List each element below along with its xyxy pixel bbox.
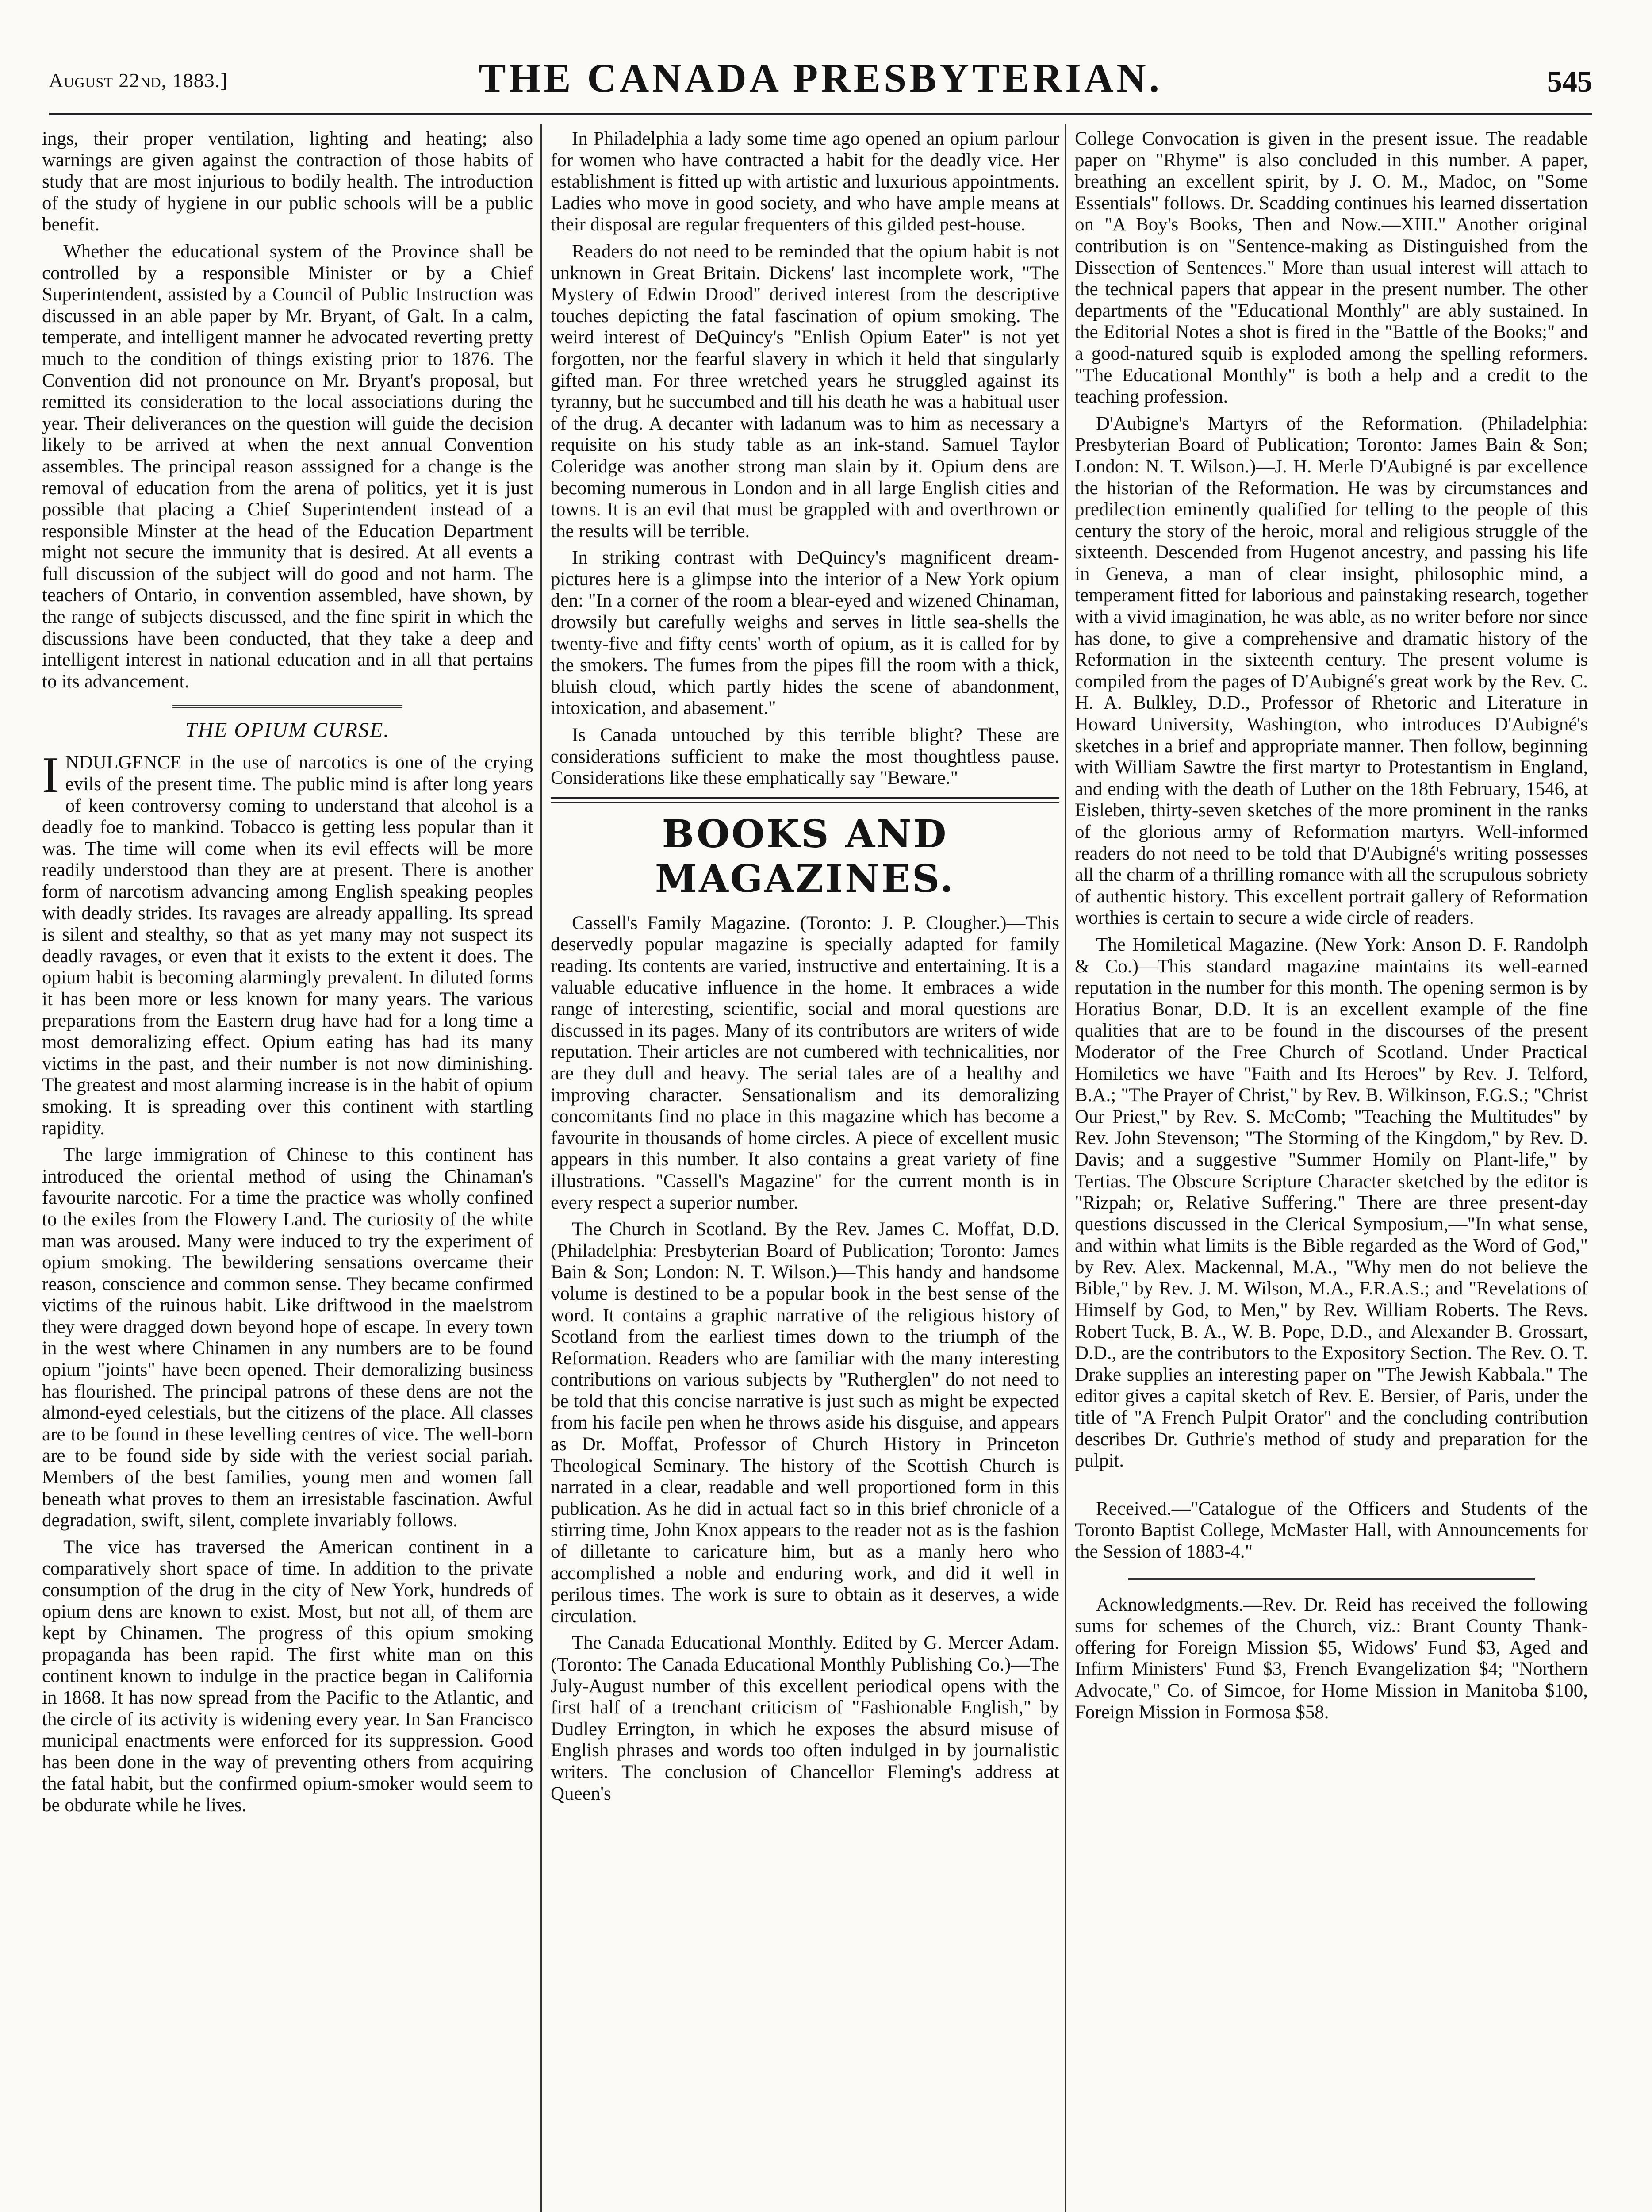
convention-paragraph-2: Whether the educational system of the Province shall be controlled by a responsible Minister or by a Chief Superintendent, assisted by a Council of Public Instruction was discussed in an able paper by Mr. Bryant, of Galt. In a calm, temperate, and intelligent manner he advocated reverting pretty much to the condition of things existing prior to 1876. The Convention did not pronounce on Mr. Bryant's proposal, but remitted its consideration to the local associations during the year. Their deliverances on the question will guide the decision likely to be arrived at when the next annual Convention assembles. The principal reason asssigned for a change is the removal of education from the arena of politics, yet it is just possible that placing a Chief Superintendent instead of a responsible Minster at the head of the Education Department might not secure the immunity that is desired. At all events a full discussion of the subject will do good and not harm. The teachers of Ontario, in convention assembled, have shown, by the range of subjects discussed, and the fine spirit in which the discussions have been conducted, that they take a deep and intelligent interest in national education and in all that pertains to its advancement.	[42, 241, 533, 692]
acknowledgments-notice: Acknowledgments.—Rev. Dr. Reid has received the following sums for schemes of the Church, viz.: Brant County Thank-offering for Foreign Mission $5, Widows' Fund $3, Aged and Infirm Ministers' Fund $3, French Evangelization $4; "Northern Advocate," Co. of Simcoe, for Home Mission in Manitoba $100, Foreign Mission in Formosa $58.	[1075, 1594, 1588, 1723]
review-church-in-scotland: The Church in Scotland. By the Rev. James C. Moffat, D.D. (Philadelphia: Presbyterian Board of Publication; Toronto: James Bain & Son; London: N. T. Wilson.)—This handy and handsome volume is destined to be a popular book in the best sense of the word. It contains a graphic narrative of the religious history of Scotland from the earliest times down to the triumph of the Reformation. Readers who are familiar with the many interesting contributions on various subjects by "Rutherglen" do not need to be told that this concise narrative is just such as might be expected from his facile pen when he throws aside his disguise, and appears as Dr. Moffat, Professor of Church History in Princeton Theological Seminary. The history of the Scottish Church is narrated in a clear, readable and well proportioned form in this publication. As he did in actual fact so in this brief chronicle of a stirring time, John Knox appears to the reader not as is the fashion of dilletante to caricature him, but as a manly hero who accomplished a noble and enduring work, and did it well in perilous times. The work is sure to obtain as it deserves, a wide circulation.	[551, 1219, 1059, 1627]
opium-paragraph-6: In striking contrast with DeQuincy's magnificent dream-pictures here is a glimpse into the interior of a New York opium den: "In a corner of the room a blear-eyed and wizened Chinaman, drowsily but carefully weighs and serves in little sea-shells the twenty-five and fifty cents' worth of opium, as it is called for by the smokers. The fumes from the pipes fill the room with a thick, bluish cloud, which partly hides the scene of abandonment, intoxication, and abasement."	[551, 547, 1059, 719]
books-and-magazines-heading: BOOKS AND MAGAZINES.	[655, 811, 955, 901]
column-divider-2	[1065, 124, 1066, 2212]
opium-paragraph-4: In Philadelphia a lady some time ago opened an opium parlour for women who have contracted a habit for the deadly vice. Her establishment is fitted up with artistic and luxurious appointments. Ladies who move in good society, and who have ample means at their disposal are regular frequenters of this gilded pest-house.	[551, 128, 1059, 235]
opium-paragraph-5: Readers do not need to be reminded that the opium habit is not unknown in Great Britain. Dickens' last incomplete work, "The Mystery of Edwin Drood" derived interest from the descriptive touches depicting the fatal fascination of opium smoking. The weird interest of DeQuincy's "Enlish Opium Eater" is not yet forgotten, nor the fearful slavery in which it held that singularly gifted man. For three wretched years he struggled against its tyranny, but he succumbed and till his death he was a habitual user of the drug. A decanter with ladanum was to him as necessary a requisite on his study table as an ink-stand. Samuel Taylor Coleridge was another strong man slain by it. Opium dens are becoming numerous in London and in all large English cities and towns. It is an evil that must be grappled with and overthrown or the results will be terrible.	[551, 241, 1059, 541]
notice-rule	[1128, 1578, 1535, 1580]
opium-article-title: THE OPIUM CURSE.	[185, 718, 390, 742]
section-rule	[172, 704, 402, 708]
opium-paragraph-7: Is Canada untouched by this terrible blight? These are considerations sufficient to make the most thoughtless pause. Considerations like these emphatically say "Beware."	[551, 725, 1059, 789]
opium-paragraph-1-text: NDULGENCE in the use of narcotics is one of the crying evils of the present time. The public mind is after long years of keen controversy coming to understand that alcohol is a deadly foe to mankind. Tobacco is getting less popular than it was. The time will come when its evil effects will be more readily understood than they are at present. There is another form of narcotism advancing among English speaking peoples with deadly strides. Its ravages are already appalling. Its spread is silent and stealthy, so that as yet many may not suspect its deadly ravages, or even that it exists to the extent it does. The opium habit is becoming alarmingly prevalent. In diluted forms it has been more or less known for many years. The various preparations from the Eastern drug have had for a long time a most demoralizing effect. Opium eating has had its many victims in the past, and their number is not now diminishing. The greatest and most alarming increase is in the habit of opium smoking. It is spreading over this continent with startling rapidity.	[42, 752, 533, 1139]
review-educational-monthly-cont: College Convocation is given in the present issue. The readable paper on "Rhyme" is also concluded in this number. A paper, breathing an excellent spirit, by J. O. M., Madoc, on "Some Essentials" follows. Dr. Scadding continues his learned dissertation on "A Boy's Books, Then and Now.—XIII." Another original contribution is on "Sentence-making as Distinguished from the Dissection of Sentences." More than usual interest will attach to the technical papers that appear in the present number. The other departments of the "Educational Monthly" are ably sustained. In the Editorial Notes a shot is fired in the "Battle of the Books;" and a good-natured squib is exploded among the spelling reformers. "The Educational Monthly" is both a help and a credit to the teaching profession.	[1075, 128, 1588, 407]
newspaper-title: THE CANADA PRESBYTERIAN.	[479, 55, 1162, 100]
review-homiletical: The Homiletical Magazine. (New York: Anson D. F. Randolph & Co.)—This standard magazine maintains its well-earned reputation in the number for this month. The opening sermon is by Horatius Bonar, D.D. It is an excellent example of the fine qualities that are to be found in the discourses of the present Moderator of the Free Church of Scotland. Under Practical Homiletics we have "Faith and Its Heroes" by Rev. J. Telford, B.A.; "The Prayer of Christ," by Rev. B. Wilkinson, F.G.S.; "Christ Our Priest," by Rev. S. McComb; "Teaching the Multitudes" by Rev. John Stevenson; "The Storming of the Kingdom," by Rev. D. Davis; and a suggestive "Summer Homily on Plant-life," by Tertias. The Obscure Scripture Character sketched by the editor is "Rizpah; or, Relative Suffering." There are three present-day questions discussed in the Clerical Symposium,—"In what sense, and within what limits is the Bible regarded as the Word of God," by Rev. Alex. Mackennal, M.A., "Why men do not believe the Bible," by Rev. J. M. Wilson, M.A., F.R.A.S.; and "Revelations of Himself by God, to Men," by Rev. William Roberts. The Revs. Robert Tuck, B. A., W. B. Pope, D.D., and Alexander B. Grossart, D.D., are the contributors to the Expository Section. The Rev. O. T. Drake supplies an interesting paper on "The Jewish Kabbala." The editor gives a capital sketch of Rev. E. Bersier, of Paris, under the title of "A French Pulpit Orator" and the concluding contribution describes Dr. Guthrie's method of study and preparation for the pulpit.	[1075, 934, 1588, 1471]
column-3	[1075, 128, 1588, 2212]
books-top-rule	[551, 797, 1059, 799]
issue-date: August 22nd, 1883.]	[49, 69, 228, 92]
received-notice: Received.—"Catalogue of the Officers and Students of the Toronto Baptist College, McMaster Hall, with Announcements for the Session of 1883-4."	[1075, 1498, 1588, 1562]
column-1	[42, 128, 533, 2212]
opium-paragraph-1	[42, 747, 533, 1139]
masthead	[49, 51, 1592, 108]
review-cassells: Cassell's Family Magazine. (Toronto: J. P. Clougher.)—This deservedly popular magazine is specially adapted for family reading. Its contents are varied, instructive and entertaining. It is a valuable educative influence in the home. It embraces a wide range of interesting, scientific, social and moral questions are discussed in its pages. Many of its contributors are writers of wide reputation. Their articles are not cumbered with technicalities, nor are they dull and heavy. The serial tales are of a healthy and improving character. Sensationalism and its demoralizing concomitants find no place in this magazine which has become a favourite in thousands of home circles. A piece of excellent music appears in this number. It also contains a great variety of fine illustrations. "Cassell's Magazine" for the current month is in every respect a superior number.	[551, 912, 1059, 1213]
opium-paragraph-3: The vice has traversed the American continent in a comparatively short space of time. In addition to the private consumption of the drug in the city of New York, hundreds of opium dens are known to exist. Most, but not all, of them are kept by Chinamen. The progress of this opium smoking propaganda has been rapid. The first white man on this continent known to indulge in the practice began in California in 1868. It has now spread from the Pacific to the Atlantic, and the circle of its activity is widening every year. In San Francisco municipal enactments were enforced for its suppression. Good has been done in the way of preventing others from acquiring the fatal habit, but the confirmed opium-smoker would seem to be obdurate while he lives.	[42, 1536, 533, 1816]
masthead-rule	[49, 113, 1592, 115]
column-2	[551, 128, 1059, 2212]
books-top-rule-thin	[551, 802, 1059, 803]
opium-paragraph-2: The large immigration of Chinese to this continent has introduced the oriental method of using the Chinaman's favourite narcotic. For a time the practice was wholly confined to the exiles from the Flowery Land. The curiosity of the white man was aroused. Many were induced to try the experiment of opium smoking. The bewildering sensations overcame their reason, conscience and common sense. They became confirmed victims of the ruinous habit. Like driftwood in the maelstrom they were dragged down beyond hope of escape. In every town in the west where Chinamen in any numbers are to be found opium "joints" have been opened. Their demoralizing business has flourished. The principal patrons of these dens are not the almond-eyed celestials, but the citizens of the place. All classes are to be found in these levelling centres of vice. The well-born are to be found side by side with the veriest social pariah. Members of the best families, young men and women fall beneath what proves to them an irresistable fascination. Awful degradation, swift, silent, complete invariably follows.	[42, 1144, 533, 1531]
review-educational-monthly: The Canada Educational Monthly. Edited by G. Mercer Adam. (Toronto: The Canada Educational Monthly Publishing Co.)—The July-August number of this excellent periodical opens with the first half of a trenchant criticism of "Fashionable English," by Dudley Errington, in which he exposes the absurd misuse of English phrases and words too often indulged in by journalistic writers. The conclusion of Chancellor Fleming's address at Queen's	[551, 1632, 1059, 1804]
drop-cap: I	[42, 747, 59, 804]
review-daubigne: D'Aubigne's Martyrs of the Reformation. (Philadelphia: Presbyterian Board of Publication; Toronto: James Bain & Son; London: N. T. Wilson.)—J. H. Merle D'Aubigné is par excellence the historian of the Reformation. He was by circumstances and predilection eminently qualified for telling to the people of this century the story of the heroic, moral and religious struggle of the sixteenth. Descended from Hugenot ancestry, and passing his life in Geneva, a man of clear insight, philosophic mind, a temperament fitted for laborious and painstaking research, together with a vivid imagination, he was able, as no writer before nor since has done, to give a comprehensive and dramatic history of the Reformation in the sixteenth century. The present volume is compiled from the pages of D'Aubigné's great work by the Rev. C. H. A. Bulkley, D.D., Professor of Rhetoric and Literature in Howard University, Washington, who introduces D'Aubigné's sketches in a brief and appropriate manner. Then follow, beginning with William Sawtre the first martyr to Protestantism in England, and ending with the death of Luther on the 18th February, 1546, at Eisleben, thirty-seven sketches of the more prominent in the ranks of the glorious army of Reformation martyrs. Well-informed readers do not need to be told that D'Aubigné's writing possesses all the charm of a thrilling romance with all the scrupulous sobriety of authentic history. This excellent portrait gallery of Reformation worthies is certain to secure a wide circle of readers.	[1075, 413, 1588, 929]
convention-paragraph-1: ings, their proper ventilation, lighting and heating; also warnings are given against the contraction of those habits of study that are most injurious to bodily health. The introduction of the study of hygiene in our public schools will be a public benefit.	[42, 128, 533, 235]
column-divider-1	[540, 124, 542, 2212]
page-number: 545	[1547, 65, 1592, 98]
